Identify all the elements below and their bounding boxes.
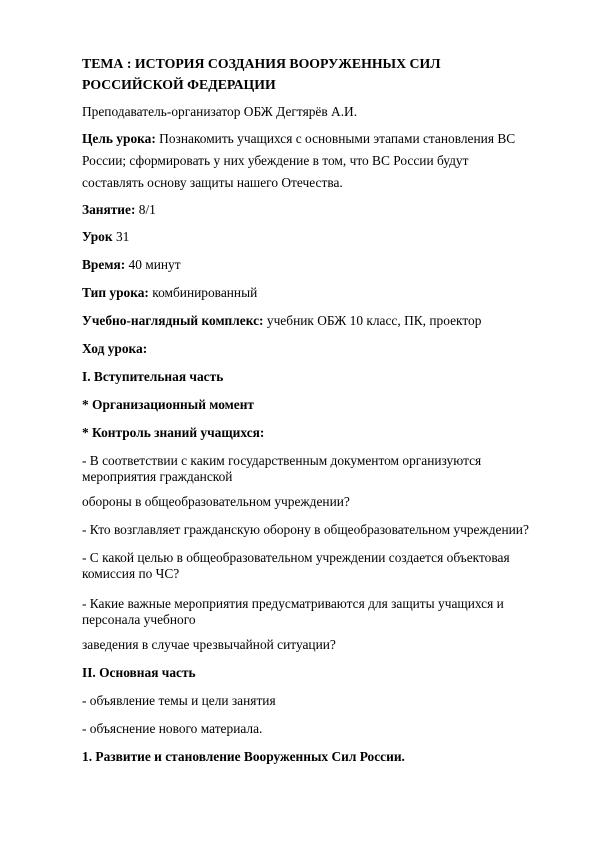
teacher-line: Преподаватель-организатор ОБЖ Дегтярёв А.И. xyxy=(82,104,358,119)
question-4-line-3: заведения в случае чрезвычайной ситуации? xyxy=(82,637,336,652)
doc-title-line-2: РОССИЙСКОЙ ФЕДЕРАЦИИ xyxy=(82,77,276,92)
goal-line-1 xyxy=(82,131,515,147)
lesson-label: Занятие: xyxy=(82,202,136,217)
time-line xyxy=(82,257,181,273)
main-item-2: - объяснение нового материала. xyxy=(82,721,263,736)
course-heading: Ход урока: xyxy=(82,341,148,356)
question-1-line-1: - В соответствии с каким государственным документом организуются xyxy=(82,453,482,468)
part1-heading: I. Вступительная часть xyxy=(82,369,224,384)
type-value: комбинированный xyxy=(148,285,258,300)
org-heading: * Организационный момент xyxy=(82,397,255,412)
question-3-line-2: комиссия по ЧС? xyxy=(82,566,180,581)
time-label: Время: xyxy=(82,257,126,272)
main-item-1: - объявление темы и цели занятия xyxy=(82,693,276,708)
lesson-line xyxy=(82,202,156,218)
goal-line-3: составлять основу защиты нашего Отечества. xyxy=(82,175,343,190)
complex-line xyxy=(82,313,481,329)
goal-label: Цель урока: xyxy=(82,131,156,146)
question-4-line-1: - Какие важные мероприятия предусматриваются для защиты учащихся и xyxy=(82,596,504,611)
control-heading: * Контроль знаний учащихся: xyxy=(82,425,265,440)
complex-label: Учебно-наглядный комплекс: xyxy=(82,313,264,328)
urok-line xyxy=(82,229,129,245)
section-1-heading: 1. Развитие и становление Вооруженных Сил России. xyxy=(82,749,405,764)
urok-label: Урок xyxy=(82,229,113,244)
urok-value: 31 xyxy=(112,229,130,244)
time-value: 40 минут xyxy=(125,257,181,272)
lesson-value: 8/1 xyxy=(135,202,156,217)
question-2: - Кто возглавляет гражданскую оборону в общеобразовательном учреждении? xyxy=(82,522,529,537)
doc-title-line-1: ТЕМА : ИСТОРИЯ СОЗДАНИЯ ВООРУЖЕННЫХ СИЛ xyxy=(82,56,441,71)
question-3-line-1: - С какой целью в общеобразовательном учреждении создается объектовая xyxy=(82,550,510,565)
question-4-line-2: персонала учебного xyxy=(82,612,196,627)
type-line xyxy=(82,285,257,301)
complex-value: учебник ОБЖ 10 класс, ПК, проектор xyxy=(263,313,482,328)
part2-heading: II. Основная часть xyxy=(82,665,196,680)
goal-line-2: России; сформировать у них убеждение в том, что ВС России будут xyxy=(82,153,469,168)
type-label: Тип урока: xyxy=(82,285,149,300)
goal-text-1: Познакомить учащихся с основными этапами становления ВС xyxy=(155,131,516,146)
question-1-line-3: обороны в общеобразовательном учреждении? xyxy=(82,494,350,509)
question-1-line-2: мероприятия гражданской xyxy=(82,469,233,484)
